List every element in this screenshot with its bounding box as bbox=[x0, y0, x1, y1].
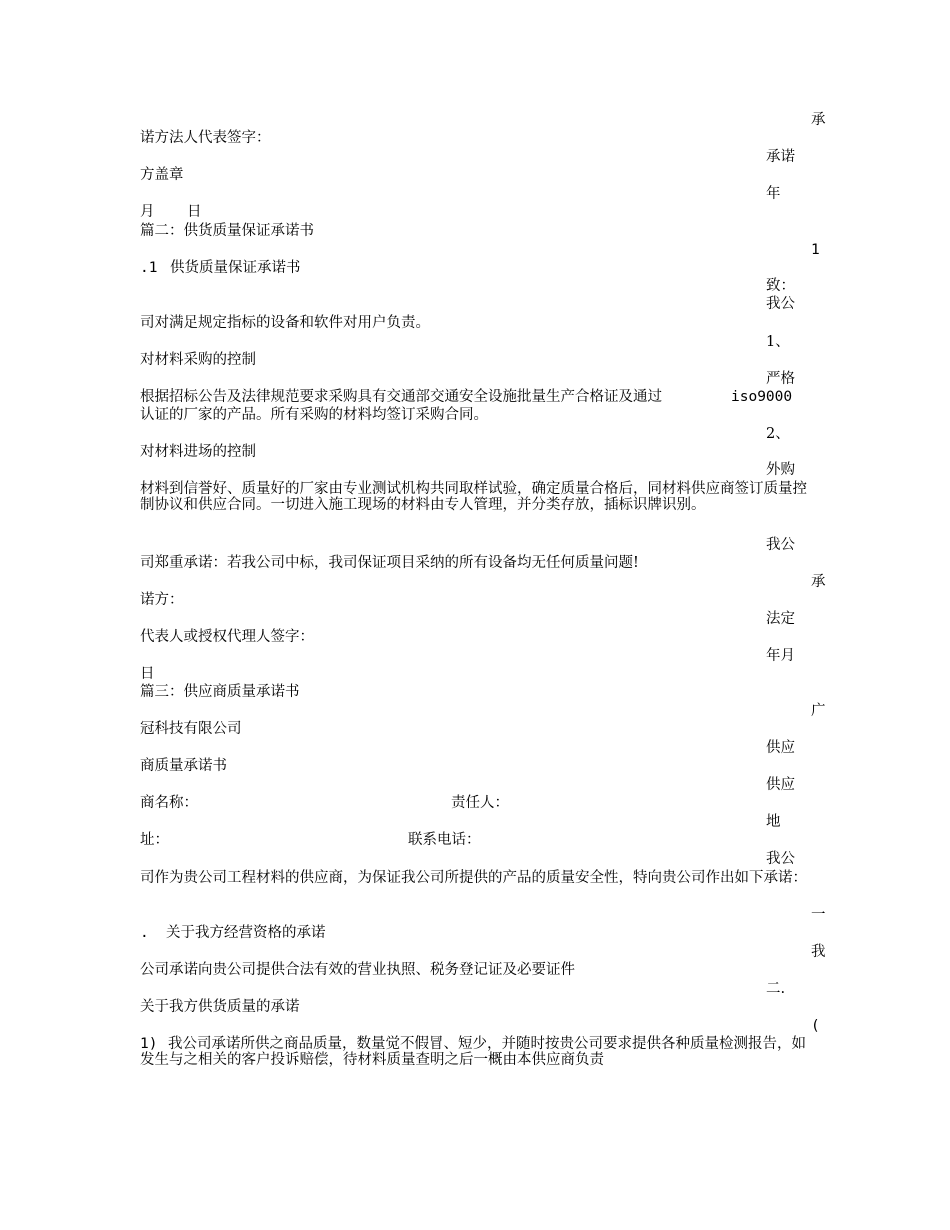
field-label: 联系电话： bbox=[408, 832, 481, 848]
text-line: 供货质量保证承诺书 bbox=[170, 260, 301, 276]
text-line: 司郑重承诺：若我公司中标，我司保证项目采纳的所有设备均无任何质量问题! bbox=[140, 555, 639, 571]
margin-fragment: 我公 bbox=[766, 851, 795, 867]
margin-fragment: ( bbox=[811, 1018, 820, 1034]
text-line: 根据招标公告及法律规范要求采购具有交通部交通安全设施批量生产合格证及通过 bbox=[140, 389, 662, 405]
margin-fragment: 法定 bbox=[766, 611, 795, 627]
text-line: 商质量承诺书 bbox=[140, 758, 227, 774]
margin-fragment: 1 bbox=[811, 242, 820, 258]
margin-fragment: 广 bbox=[811, 703, 826, 719]
margin-fragment: 1、 bbox=[766, 334, 790, 350]
text-line: 诺方法人代表签字： bbox=[140, 130, 271, 146]
text-line: iso9000 bbox=[731, 389, 793, 405]
text-line: 日 bbox=[187, 204, 202, 220]
margin-fragment: 承 bbox=[811, 574, 826, 590]
text-line: 月 bbox=[140, 204, 155, 220]
text-line: 日 bbox=[140, 666, 155, 682]
text-line: 关于我方经营资格的承诺 bbox=[166, 925, 326, 941]
margin-fragment: 年 bbox=[766, 186, 781, 202]
margin-fragment: 供应 bbox=[766, 777, 795, 793]
margin-fragment: 一 bbox=[811, 907, 826, 923]
text-line: 关于我方供货质量的承诺 bbox=[140, 999, 300, 1015]
margin-fragment: 我公 bbox=[766, 296, 795, 312]
text-line: 对材料进场的控制 bbox=[140, 444, 256, 460]
margin-fragment: 外购 bbox=[766, 462, 795, 478]
margin-fragment: 供应 bbox=[766, 740, 795, 756]
text-line: 代表人或授权代理人签字： bbox=[140, 629, 314, 645]
field-label: 商名称： bbox=[140, 795, 198, 811]
text-line: 诺方： bbox=[140, 592, 184, 608]
margin-fragment: 承 bbox=[811, 112, 826, 128]
paragraph: 司作为贵公司工程材料的供应商，为保证我公司所提供的产品的质量安全性，特向贵公司作出如下承诺： bbox=[140, 870, 807, 886]
margin-fragment: 严格 bbox=[766, 371, 795, 387]
text-line: 方盖章 bbox=[140, 167, 184, 183]
field-label: 址： bbox=[140, 832, 169, 848]
text-line: 公司承诺向贵公司提供合法有效的营业执照、税务登记证及必要证件 bbox=[140, 962, 575, 978]
field-label: 责任人： bbox=[451, 795, 509, 811]
text-line: 司对满足规定指标的设备和软件对用户负责。 bbox=[140, 315, 430, 331]
list-marker: 1) bbox=[140, 1036, 158, 1052]
margin-fragment: 我 bbox=[811, 944, 826, 960]
text-line: .1 bbox=[140, 260, 158, 276]
text-line: 认证的厂家的产品。所有采购的材料均签订采购合同。 bbox=[140, 407, 488, 423]
section-heading: 篇三：供应商质量承诺书 bbox=[140, 684, 300, 700]
margin-fragment: 致： bbox=[766, 278, 795, 294]
margin-fragment: 二. bbox=[766, 981, 786, 997]
margin-fragment: 2、 bbox=[766, 426, 790, 442]
margin-fragment: 承诺 bbox=[766, 149, 795, 165]
margin-fragment: 我公 bbox=[766, 537, 795, 553]
paragraph: 材料到信誉好、质量好的厂家由专业测试机构共同取样试验，确定质量合格后，同材料供应商签订质量控制协议和供应合同。一切进入施工现场的材料由专人管理，并分类存放，插标识牌识别。 bbox=[140, 481, 807, 513]
text-line: 冠科技有限公司 bbox=[140, 721, 242, 737]
text-line: . bbox=[140, 925, 149, 941]
margin-fragment: 年月 bbox=[766, 648, 795, 664]
paragraph: 我公司承诺所供之商品质量，数量觉不假冒、短少，并随时按贵公司要求提供各种质量检测报告，如发生与之相关的客户投诉赔偿，待材料质量查明之后一概由本供应商负责 bbox=[140, 1036, 806, 1068]
margin-fragment: 地 bbox=[766, 814, 781, 830]
section-heading: 篇二：供货质量保证承诺书 bbox=[140, 223, 314, 239]
text-line: 对材料采购的控制 bbox=[140, 352, 256, 368]
